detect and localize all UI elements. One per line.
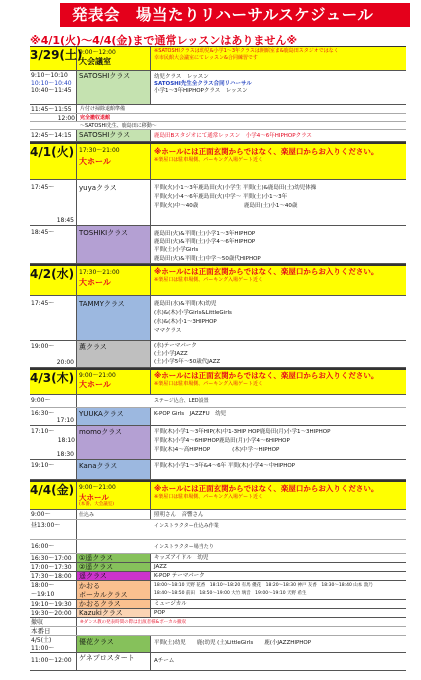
detail-text: キッズアイドル 幼児 [154, 555, 209, 561]
time-text: 10:10〜10:40 [31, 79, 72, 87]
schedule-row [30, 540, 406, 554]
venue-label: 大ホール [79, 278, 111, 287]
detail-text: インストラクター仕込み作業 [154, 523, 219, 529]
class-name: 優花クラス [79, 638, 114, 646]
time-text: 16:30〜17:00 [31, 555, 72, 562]
schedule-row [30, 296, 406, 341]
detail-text: 平間(火)中〜40歳 鹿島田(土)小1〜40歳 [154, 203, 298, 209]
date-label: 4/4(金) [30, 483, 75, 497]
time-text: 19:00〜 [31, 343, 55, 350]
schedule-row [30, 460, 406, 480]
entrance-note: ※楽屋口は駐車場側、パーキング入場ゲート近く [154, 157, 264, 163]
time-text: 18:30 [56, 450, 74, 458]
date-label: 3/29(土) [30, 48, 83, 62]
schedule-row [30, 105, 406, 114]
time-text: 撤収 [31, 619, 44, 626]
detail-text: 小学1〜3年HIPHOPクラス レッスン [154, 88, 248, 94]
class-name: Kazukiクラス [79, 609, 123, 617]
detail-text: SATOSHI先生全クラス合同リハーサル [154, 81, 252, 87]
time-text: 17:00〜17:30 [31, 564, 72, 571]
time-text: 19:30〜20:00 [31, 610, 72, 617]
detail-text: (水)&(木)小学Girls&LittleGirls [154, 310, 232, 316]
detail-text: 照明さん 音響さん [154, 512, 204, 518]
schedule-row [30, 572, 406, 581]
class-name: Kanaクラス [79, 462, 118, 470]
entrance-note: ※楽屋口は駐車場側、パーキング入場ゲート近く [154, 381, 264, 387]
detail-text: (土)小学JAZZ [154, 351, 188, 357]
venue-label: 大ホール [79, 157, 111, 166]
time-text: 18:00〜 [31, 582, 55, 589]
date-label: 4/2(水) [30, 267, 75, 281]
detail-text: 平間(土)小学Girls [154, 247, 199, 254]
time-text: 18:45〜 [31, 229, 55, 236]
class-name: ゲネプロスタート [79, 654, 135, 662]
detail-text: 平間(火)小4〜6年鹿島田(火)中学〜 平間(土)小1〜3年 [154, 194, 288, 200]
time-text: 11:00〜 [31, 644, 55, 652]
class-name: ボーカルクラス [79, 590, 128, 599]
detail-text: (水)テーマパーク [154, 343, 197, 349]
detail-text: (水)&(木)小1〜3HIPHOP [154, 319, 217, 325]
detail-text: 平間(木)4〜高HIPHOP (木)中学〜HIPHOP [154, 447, 280, 453]
time-text: 16:30〜 [31, 410, 55, 417]
entrance-warning: ※ホールには正面玄関からではなく、楽屋口からお入りください。 [154, 267, 379, 276]
time-text: 20:00 [56, 358, 74, 366]
day-header-0401 [30, 142, 406, 180]
time-text: 本番日 [31, 627, 51, 635]
detail-text: ステージ込合、LED設置 [154, 398, 209, 404]
time-text: 17:45〜 [31, 184, 55, 191]
time-text: 4/5(土) [31, 637, 52, 644]
detail-text: 鹿島田(火)&平間(土)中学〜50歳代HIPHOP [154, 255, 261, 262]
class-name: ①遥クラス [79, 554, 114, 562]
class-name: YUUKAクラス [79, 410, 124, 418]
day-header-0329 [30, 47, 406, 71]
class-name: SATOSHIクラス [79, 72, 131, 80]
venue-label: 大ホール [79, 493, 109, 502]
detail-text: 鹿島田Bスタジオにて通常レッスン 小学4〜6年HIPHOPクラス [154, 133, 312, 139]
schedule-row [30, 130, 406, 142]
detail-text: 幼児クラス レッスン [154, 74, 209, 80]
schedule-row [30, 114, 406, 122]
schedule-row [30, 226, 406, 264]
time-text: 17:10 [56, 416, 74, 424]
entrance-warning: ※ホールには正面玄関からではなく、楽屋口からお入りください。 [154, 371, 379, 380]
detail-text: 仕込み [79, 512, 95, 518]
detail-text: (土)小学5年〜50歳代JAZZ [154, 359, 221, 365]
date-label: 4/1(火) [30, 145, 75, 159]
class-name: yuyaクラス [79, 184, 117, 192]
time-text: 17:30〜18:00 [31, 573, 72, 580]
schedule-row [30, 408, 406, 426]
detail-text: 片付け掃除退館準備 [80, 106, 126, 112]
detail-text: インストラクター場当たり [154, 544, 214, 550]
time-range: 17:30〜21:00 [79, 147, 120, 154]
date-label: 4/3(木) [30, 371, 75, 385]
detail-text: 平間(火)小1〜3年鹿島田(火)小学生 平間(土)&鹿島田(土)幼児体操 [154, 185, 317, 191]
schedule-row [30, 609, 406, 618]
detail-text: 18:40〜18:50 前田 18:50〜19:00 大竹 璃音 19:00〜19:10 天野 希生 [154, 591, 307, 596]
schedule-row [30, 520, 406, 540]
time-text: 11:00〜12:00 [31, 657, 72, 664]
class-name: 遥クラス [79, 572, 107, 580]
time-text: 9:10〜10:10 [31, 72, 68, 79]
detail-text: 平間(木)小学1〜3年HIP(木)中1-3HIP HOP鹿島田(月)小学1〜3HIPHOP [154, 429, 331, 435]
class-name: momoクラス [79, 428, 122, 436]
venue-label: 大ホール [79, 380, 111, 389]
schedule-row [30, 510, 406, 520]
time-text: 16:00〜 [31, 543, 55, 550]
schedule-row [30, 653, 406, 671]
schedule-row [30, 627, 406, 636]
entrance-warning: ※ホールには正面玄関からではなく、楽屋口からお入りください。 [154, 484, 379, 493]
time-text: 18:10 [57, 437, 75, 444]
class-name: ②遥クラス [79, 563, 114, 571]
detail-text: 平間(木)小学1〜3年&4〜6年 平間(木)小学4〜中HIPHOP [154, 463, 295, 469]
notice-text: ※SATOSHIクラスは幼児&小学1〜3年クラスは開館室ま&鹿島田スタジオではなく [154, 48, 339, 54]
notice-text: 幸市民館大会議室にてレッスン&合同練習です [154, 55, 258, 61]
entrance-warning: ※ホールには正面玄関からではなく、楽屋口からお入りください。 [154, 147, 379, 156]
detail-text: POP [154, 610, 165, 616]
detail-text: K-POP Girls JAZZFU 幼児 [154, 411, 227, 417]
time-range: 9:00〜12:00 [79, 49, 116, 56]
detail-text: 鹿島田(火)&平間(土)小学4〜6年HIPHOP [154, 239, 256, 246]
schedule-row [30, 395, 406, 408]
detail-text: ※ダンス教の発表時間の際は出演者様&ボーカル撤収 [80, 620, 187, 625]
class-name: 薫クラス [79, 343, 107, 351]
schedule-row [30, 71, 406, 105]
time-range: 17:30〜21:00 [79, 269, 120, 276]
time-text: 〜19:10 [31, 590, 55, 598]
schedule-row [30, 341, 406, 368]
time-text: 19:10〜 [31, 462, 55, 469]
detail-text: 平間(土)幼児 鹿(幼児 (土)LittleGirls 鹿(小JAZZHIPHOP [154, 640, 312, 646]
schedule-row [30, 426, 406, 460]
detail-text: 鹿島田(火)&平間(土)小学1〜3年HIPHOP [154, 231, 256, 237]
page-title: 発表会 場当たりリハーサルスケジュール [60, 3, 410, 27]
class-name: かおる [79, 582, 100, 590]
time-text: 9:00〜 [31, 397, 51, 404]
day-header-0403 [30, 368, 406, 395]
schedule-row [30, 636, 406, 653]
time-range: 9:00〜21:00 [79, 484, 116, 491]
class-name: TAMMYクラス [79, 300, 125, 308]
detail-text: ミュージカル [154, 601, 187, 607]
schedule-row [30, 563, 406, 572]
detail-text: 平間(木)小学4〜6HIPHOP鹿島田(月)小学4〜6HIPHOP [154, 438, 290, 444]
day-header-0402 [30, 264, 406, 296]
time-text: 11:45〜11:55 [31, 106, 72, 113]
schedule-row [30, 581, 406, 600]
venue-label: 大会議室 [79, 57, 111, 66]
schedule-row [30, 122, 406, 130]
time-range: 9:00〜21:00 [79, 372, 116, 379]
time-text: 9:00〜 [31, 511, 51, 518]
time-text: 10:40〜11:45 [31, 87, 72, 94]
detail-text: 〜SATOSHI先生、鹿島田に移動〜 [80, 123, 157, 129]
detail-text: JAZZ [154, 564, 167, 570]
schedule-row [30, 180, 406, 226]
schedule-table [30, 46, 406, 671]
detail-text: 完全撤収退館 [80, 115, 111, 121]
detail-text: K-POP テーマパーク [154, 573, 205, 579]
time-text: 12:45〜14:15 [31, 132, 72, 139]
time-text: 昼13:00〜 [31, 522, 61, 529]
entrance-note: ※楽屋口は駐車場側、パーキング入場ゲート近く [154, 494, 264, 500]
day-header-0404 [30, 480, 406, 510]
time-text: 19:10〜19:30 [31, 601, 72, 608]
venue-detail: (本番、大会議室) [79, 502, 115, 507]
class-name: かおるクラス [79, 600, 121, 608]
detail-text: ママクラス [154, 328, 182, 334]
time-text: 18:45 [56, 216, 74, 224]
time-text: 17:45〜 [31, 300, 55, 307]
time-text: 12:00 [57, 115, 75, 122]
schedule-row [30, 600, 406, 609]
detail-text: 鹿島田(水)&平間(木)幼児 [154, 301, 217, 307]
class-name: SATOSHIクラス [79, 131, 131, 139]
class-name: TOSHIKIクラス [79, 229, 129, 237]
lesson-notice: ※4/1(火)〜4/4(金)まで通常レッスンはありません※ [30, 34, 298, 47]
detail-text: 18:00〜18:10 天野 花香 18:10〜18:20 有馬 優花 18:20〜18:30 神戸 友香 18:30〜18:40 山本 敦乃 [154, 583, 373, 588]
time-text: 17:10〜 [31, 428, 55, 435]
schedule-row [30, 618, 406, 627]
detail-text: Aチーム [154, 658, 175, 664]
schedule-row [30, 554, 406, 563]
entrance-note: ※楽屋口は駐車場側、パーキング入場ゲート近く [154, 277, 264, 283]
